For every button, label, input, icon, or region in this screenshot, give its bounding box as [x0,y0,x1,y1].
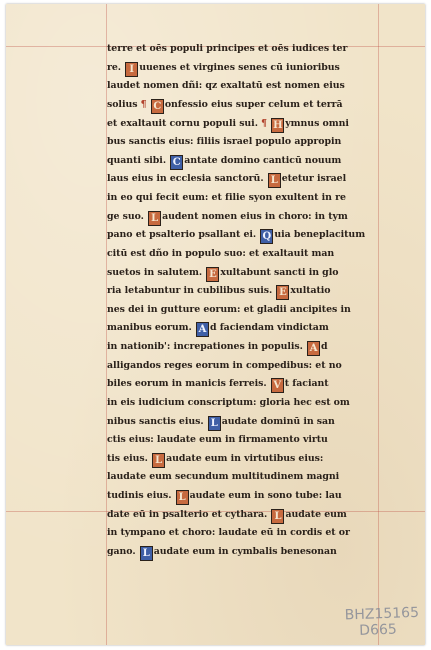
decorated-initial: H [273,119,283,131]
decorated-initial: L [208,416,221,431]
manuscript-line: ctis eius: laudate eum in firmamento virtu [107,434,328,446]
text-block [107,40,389,562]
pencil-inscription [344,605,425,640]
manuscript-line: laus eius in ecclesia sanctorū. L etetur israel [107,173,347,187]
manuscript-line: re. I uuenes et virgines senes cū iunioribus [107,61,340,75]
decorated-initial: L [271,509,284,524]
manuscript-line: alligandos reges eorum in compedibus: et no [107,359,342,371]
decorated-initial: L [140,546,153,561]
manuscript-line: tudinis eius. L audate eum in sono tube: lau [107,490,342,503]
manuscript-line: citū est dño in populo suo: et exaltauit man [107,247,335,259]
manuscript-line: tis eius. L audate eum in virtutibus eius: [107,452,324,466]
manuscript-line: in eis iudicium conscriptum: gloria hec est om [107,396,350,408]
paragraph-mark: ¶ [261,117,268,129]
manuscript-line: quanti sibi. C antate domino canticū nouum [107,154,342,168]
manuscript-line: laudet nomen dñi: qz exaltatū est nomen eius [107,80,345,92]
manuscript-line: nes dei in gutture eorum: et gladii ancipites in [107,303,351,315]
manuscript-line: manibus eorum. A d faciendam vindictam [107,322,329,336]
manuscript-line: in tympano et choro: laudate eū in cordis et or [107,527,350,539]
manuscript-leaf [6,4,425,645]
manuscript-line: gano. L audate eum in cymbalis benesonan [107,545,337,559]
manuscript-line: nibus sanctis eius. L audate dominū in san [107,415,335,429]
decorated-initial: L [152,453,165,468]
manuscript-line: in eo qui fecit eum: et filie syon exultent in re [107,192,346,203]
decorated-initial: Q [260,229,273,244]
manuscript-line: ge suo. L audent nomen eius in choro: in tym [107,210,348,224]
manuscript-line: terre et oēs populi principes et oēs iudices ter [107,43,348,54]
manuscript-line: date eū in psalterio et cythara. L audate eum [107,508,347,522]
manuscript-line: et exaltauit cornu populi sui. ¶ H ymnus omni [107,117,349,131]
paragraph-mark: ¶ [140,98,147,110]
decorated-initial: A [307,341,320,356]
decorated-initial: L [148,211,161,226]
decorated-initial: E [276,285,289,300]
manuscript-line: in nationib': increpationes in populis. A d [107,341,328,354]
manuscript-line: ria letabuntur in cubilibus suis. E xultatio [107,285,331,299]
decorated-initial: I [125,62,138,77]
manuscript-line: bus sanctis eius: filiis israel populo appropin [107,136,342,148]
decorated-initial: E [206,267,219,282]
manuscript-line: pano et psalterio psallant ei. Q uia beneplacitum [107,229,366,243]
manuscript-line: laudate eum secundum multitudinem magni [107,471,340,483]
decorated-initial: V [271,378,284,393]
pencil-note-line-2: D665 [359,621,398,639]
decorated-initial: L [268,173,281,188]
decorated-initial: A [196,322,209,337]
decorated-initial: L [176,490,189,505]
decorated-initial: C [151,99,164,114]
decorated-initial: C [170,155,183,170]
pencil-note-line-1: BHZ15165 [344,604,420,624]
manuscript-line: biles eorum in manicis ferreis. V t faciant [107,378,329,392]
manuscript-line: solius ¶ C onfessio eius super celum et terrā [107,98,343,112]
manuscript-line: suetos in salutem. E xultabunt sancti in glo [107,266,339,280]
